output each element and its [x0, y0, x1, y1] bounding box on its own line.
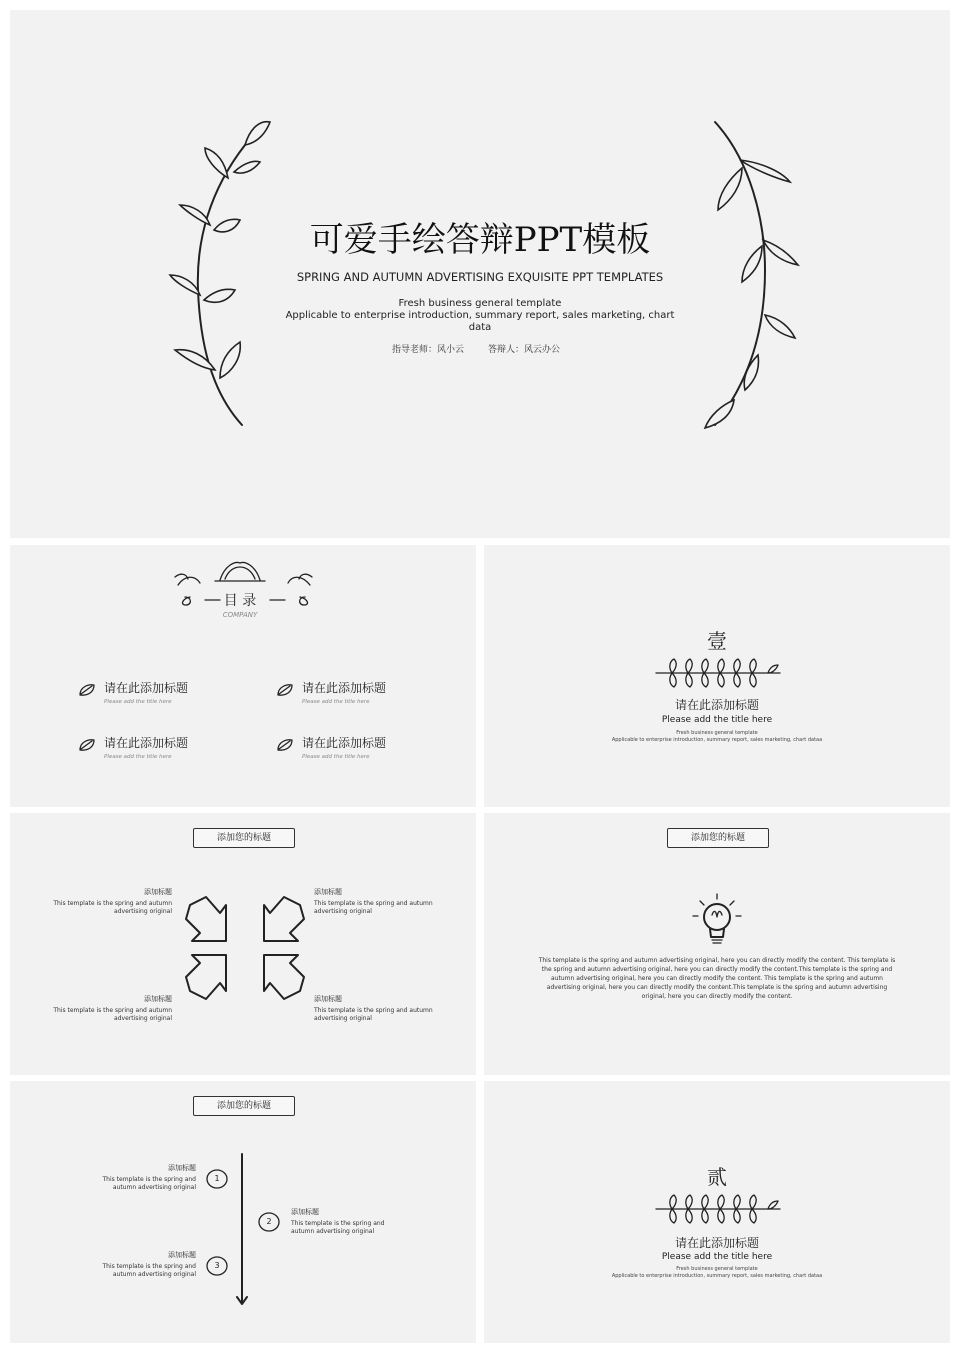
timeline-line-icon — [10, 1081, 476, 1343]
section2-line2: Applicable to enterprise introduction, summary report, sales marketing, chart dataa — [611, 1273, 823, 1279]
timeline-item-1-text1: This template is the spring and — [102, 1176, 196, 1183]
bulb-banner: 添加您的标题 — [667, 828, 769, 848]
timeline-item-1-text2: autumn advertising original — [112, 1184, 196, 1191]
cover-desc-1: Fresh business general template — [398, 298, 562, 309]
flower-ornament-icon — [10, 545, 476, 807]
toc-item-1-sub: Please add the title here — [104, 699, 172, 705]
timeline-banner: 添加您的标题 — [193, 1096, 295, 1116]
arrow-item-2-title: 添加标题 — [314, 888, 342, 896]
section1-line1: Fresh business general template — [676, 730, 758, 736]
timeline-item-1-title: 添加标题 — [168, 1164, 196, 1172]
arrow-item-4-text2: advertising original — [314, 1015, 372, 1022]
bulb-text-4: advertising original, here you can directly modify the content.This template is the spring and autumn advertising — [546, 984, 888, 991]
arrows-banner: 添加您的标题 — [193, 828, 295, 848]
cover-slide[interactable] — [10, 10, 950, 538]
timeline-item-3-text2: autumn advertising original — [112, 1271, 196, 1278]
bulb-slide[interactable] — [484, 813, 950, 1075]
toc-item-2-sub: Please add the title here — [302, 699, 370, 705]
toc-item-4[interactable]: 请在此添加标题 — [302, 736, 387, 750]
arrow-item-3-text1: This template is the spring and autumn — [53, 1007, 172, 1014]
cover-speaker: 答辩人：风云办公 — [488, 345, 561, 355]
section1-slide[interactable] — [484, 545, 950, 807]
section1-line2: Applicable to enterprise introduction, summary report, sales marketing, chart dataa — [611, 737, 823, 743]
timeline-num-2: 2 — [266, 1217, 272, 1226]
toc-slide[interactable] — [10, 545, 476, 807]
toc-item-1[interactable]: 请在此添加标题 — [104, 681, 189, 695]
toc-item-4-sub: Please add the title here — [302, 754, 370, 760]
bulb-text-5: original, here you can directly modify the content. — [641, 993, 793, 1000]
arrow-item-4-title: 添加标题 — [314, 995, 342, 1003]
arrow-item-2-text1: This template is the spring and autumn — [314, 900, 433, 907]
toc-subtitle: COMPANY — [222, 611, 258, 619]
lightbulb-icon — [484, 813, 950, 1075]
timeline-item-3-title: 添加标题 — [168, 1251, 196, 1259]
section2-title-cn: 请在此添加标题 — [674, 1236, 759, 1250]
arrow-item-2-text2: advertising original — [314, 908, 372, 915]
cover-teacher: 指导老师：风小云 — [392, 345, 465, 355]
leaf-bullet-icon — [78, 738, 98, 752]
bulb-text-1: This template is the spring and autumn advertising original, here you can directly modify the content. This template is — [538, 957, 896, 964]
timeline-num-3: 3 — [214, 1261, 220, 1270]
arrow-item-1-text1: This template is the spring and autumn — [53, 900, 172, 907]
section2-line1: Fresh business general template — [676, 1266, 758, 1272]
toc-item-3-sub: Please add the title here — [104, 754, 172, 760]
section1-title-cn: 请在此添加标题 — [674, 698, 759, 712]
cover-desc-2: Applicable to enterprise introduction, summary report, sales marketing, chart — [285, 310, 675, 321]
toc-item-2[interactable]: 请在此添加标题 — [302, 681, 387, 695]
cover-title: 可爱手绘答辩PPT模板 — [309, 220, 651, 260]
vine-divider-icon — [484, 1081, 950, 1343]
arrows-slide[interactable] — [10, 813, 476, 1075]
section1-title-en: Please add the title here — [661, 715, 773, 725]
timeline-item-2-text2: autumn advertising original — [291, 1228, 375, 1235]
arrow-item-3-text2: advertising original — [114, 1015, 172, 1022]
arrow-item-1-text2: advertising original — [114, 908, 172, 915]
cover-desc-3: data — [468, 322, 492, 333]
timeline-item-3-text1: This template is the spring and — [102, 1263, 196, 1270]
section2-slide[interactable] — [484, 1081, 950, 1343]
arrow-item-1-title: 添加标题 — [144, 888, 172, 896]
arrow-item-3-title: 添加标题 — [144, 995, 172, 1003]
section2-title-en: Please add the title here — [661, 1252, 773, 1262]
arrows-icon — [10, 813, 476, 1075]
timeline-num-1: 1 — [214, 1174, 220, 1183]
cover-subtitle: SPRING AND AUTUMN ADVERTISING EXQUISITE PPT TEMPLATES — [296, 270, 664, 284]
bulb-text-2: the spring and autumn advertising original, here you can directly modify the content.This template is the spring and — [541, 966, 893, 973]
timeline-item-2-text1: This template is the spring and — [291, 1220, 385, 1227]
arrow-item-4-text1: This template is the spring and autumn — [314, 1007, 433, 1014]
vine-divider-icon — [484, 545, 950, 807]
leaf-bullet-icon — [276, 683, 296, 697]
toc-title: 目 录 — [223, 593, 257, 609]
bulb-text-3: autumn advertising original, here you can directly modify the content. This template is the spring and autumn — [551, 975, 883, 982]
leaf-bullet-icon — [78, 683, 98, 697]
section1-number: 壹 — [707, 629, 727, 653]
leaf-bullet-icon — [276, 738, 296, 752]
toc-item-3[interactable]: 请在此添加标题 — [104, 736, 189, 750]
timeline-item-2-title: 添加标题 — [291, 1208, 319, 1216]
section2-number: 贰 — [707, 1165, 727, 1189]
timeline-slide[interactable] — [10, 1081, 476, 1343]
